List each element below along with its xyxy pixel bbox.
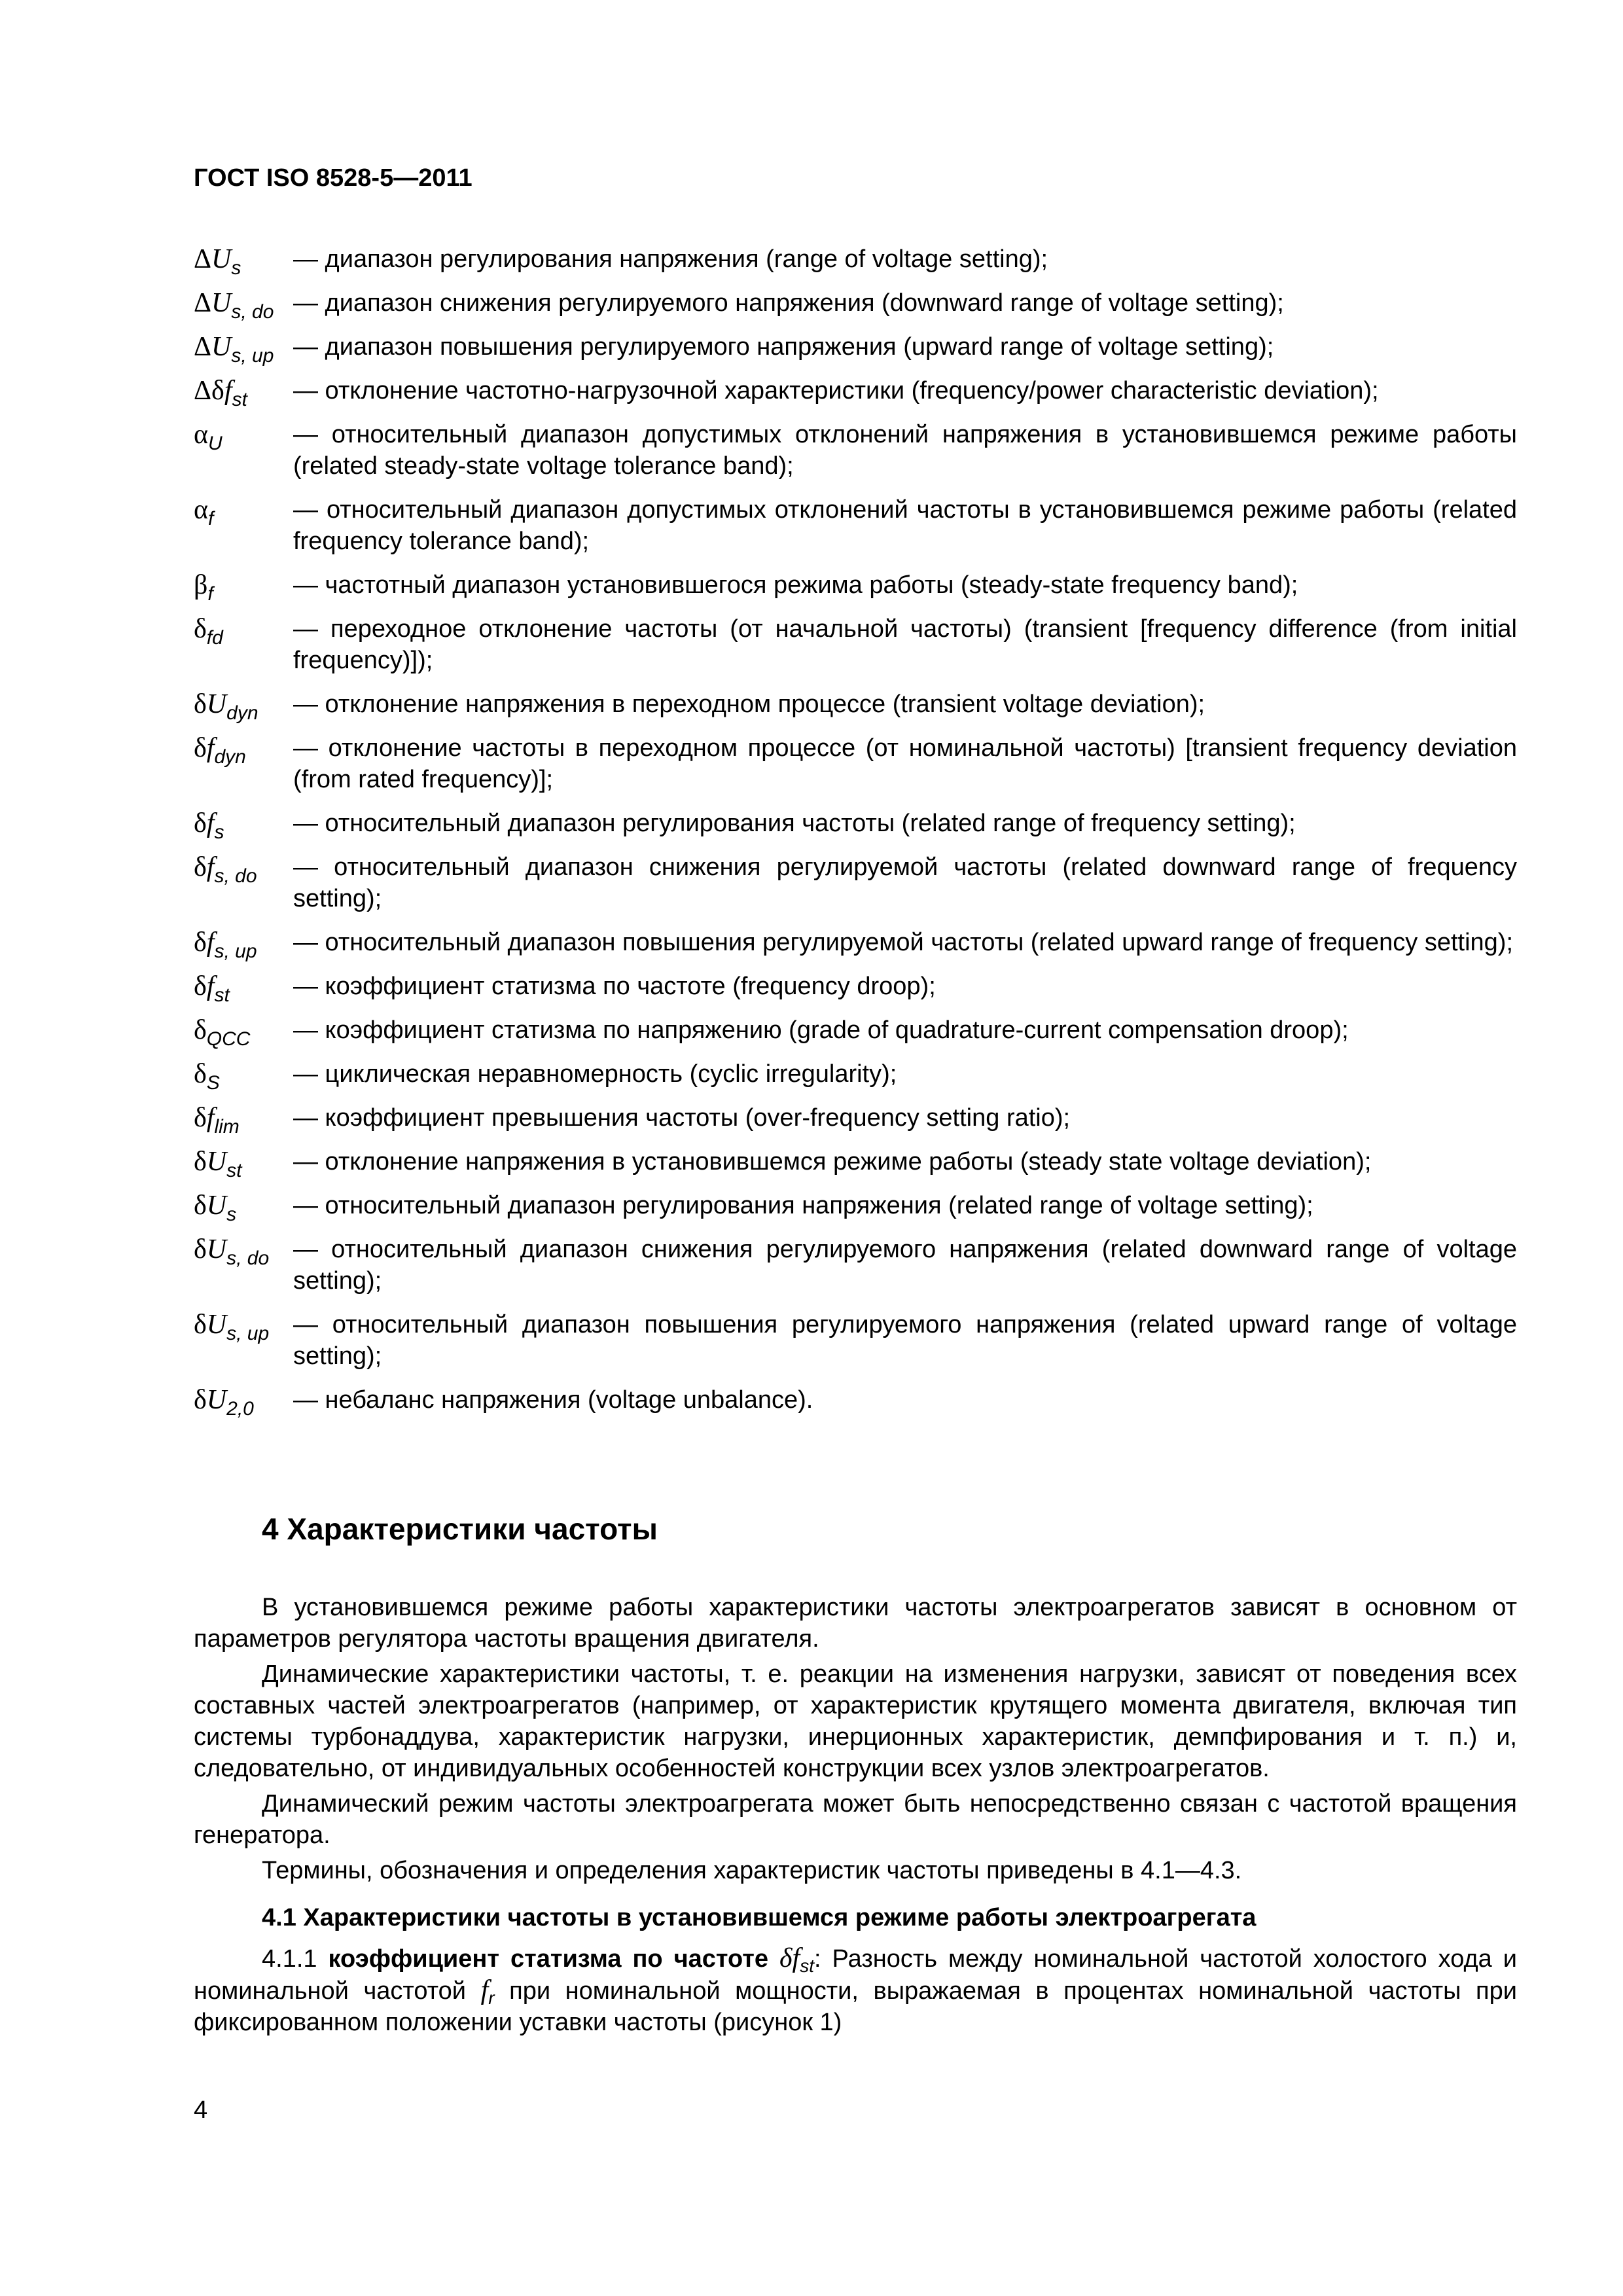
definition-symbol: $\Delta U_s$	[194, 244, 241, 279]
clause-term: коэффициент статизма по частоте	[328, 1945, 769, 1973]
definition-row	[194, 852, 1517, 914]
definition-symbol: $\delta_{fd}$	[194, 614, 223, 649]
definition-row	[194, 613, 1517, 676]
definition-row	[194, 569, 1517, 605]
definition-symbol: $\alpha_U$	[194, 420, 223, 454]
definition-text: — переходное отклонение частоты (от начальной частоты) (transient [frequency difference (from initial frequency)]);	[293, 615, 1517, 674]
definition-row	[194, 1190, 1517, 1225]
page-number: 4	[194, 2096, 208, 2124]
definition-text: — частотный диапазон установившегося режима работы (steady-state frequency band);	[293, 571, 1298, 599]
definition-symbol: $\Delta U_{s, up}$	[194, 332, 274, 367]
definition-text: — диапазон повышения регулируемого напряжения (upward range of voltage setting);	[293, 333, 1274, 361]
definition-text: — относительный диапазон снижения регулируемого напряжения (related downward range of voltage setting);	[293, 1236, 1517, 1295]
definition-row	[194, 1058, 1517, 1094]
definition-row	[194, 927, 1517, 962]
definition-symbol: $\delta U_{s, do}$	[194, 1234, 270, 1269]
clause-text-a: : Разность между номинальной частотой холостого хода и номинальной частотой	[194, 1945, 1518, 2005]
definition-row	[194, 1146, 1517, 1181]
definition-text: — относительный диапазон регулирования частоты (related range of frequency setting);	[293, 810, 1296, 837]
symbol-definitions-list	[194, 243, 1517, 1428]
definition-row	[194, 1384, 1517, 1420]
definition-text: — относительный диапазон допустимых отклонений частоты в установившемся режиме работы (related frequency tolerance band);	[293, 496, 1517, 555]
definition-text: — циклическая неравномерность (cyclic irregularity);	[293, 1060, 897, 1088]
definition-text: — относительный диапазон регулирования напряжения (related range of voltage setting);	[293, 1192, 1313, 1219]
definition-row	[194, 732, 1517, 795]
definition-symbol: $\alpha_f$	[194, 495, 214, 529]
definition-row	[194, 1309, 1517, 1372]
definition-row	[194, 375, 1517, 410]
definition-symbol: $\beta_f$	[194, 570, 213, 605]
definition-text: — относительный диапазон повышения регулируемой частоты (related upward range of frequency setting);	[293, 929, 1514, 956]
definition-text: — относительный диапазон повышения регулируемого напряжения (related upward range of voltage setting);	[293, 1311, 1517, 1370]
definition-symbol: $\delta U_{dyn}$	[194, 689, 259, 724]
definition-symbol: Δδf$_{st}$	[194, 376, 247, 410]
definition-row	[194, 1014, 1517, 1050]
definition-symbol: $\delta f_{dyn}$	[194, 733, 246, 768]
definition-symbol: $\delta U_{s, up}$	[194, 1310, 270, 1344]
clause-text-b: при номинальной мощности, выражаемая в процентах номинальной частоты при фиксированном положении уставки частоты (рисунок 1)	[194, 1977, 1517, 2036]
definition-text: — небаланс напряжения (voltage unbalance).	[293, 1386, 813, 1414]
definition-text: — отклонение частоты в переходном процессе (от номинальной частоты) [transient frequency deviation (from rated frequency)];	[293, 734, 1517, 793]
definition-text: — коэффициент статизма по напряжению (grade of quadrature-current compensation droop);	[293, 1016, 1349, 1044]
definition-symbol: $\delta f_{s, up}$	[194, 927, 257, 962]
subsection-title: 4.1 Характеристики частоты в установившемся режиме работы электроагрегата	[262, 1904, 1257, 1931]
definition-text: — диапазон снижения регулируемого напряжения (downward range of voltage setting);	[293, 289, 1284, 317]
definition-symbol: $\delta U_{st}$	[194, 1147, 242, 1181]
definition-text: — диапазон регулирования напряжения (range of voltage setting);	[293, 245, 1048, 273]
definition-symbol: $\delta f_s$	[194, 808, 224, 843]
definition-row	[194, 689, 1517, 724]
definition-text: — относительный диапазон допустимых отклонений напряжения в установившемся режиме работы (related steady-state voltage tolerance band);	[293, 421, 1517, 480]
definition-symbol: $\delta f_{st}$	[194, 971, 230, 1006]
definition-text: — относительный диапазон снижения регулируемой частоты (related downward range of frequency setting);	[293, 853, 1517, 912]
definition-symbol: $\delta f_{lim}$	[194, 1103, 240, 1138]
clause-4-1-1	[194, 1943, 1517, 2038]
definition-symbol: $\delta U_s$	[194, 1191, 237, 1225]
rated-frequency-symbol: $f_r$	[480, 1975, 495, 2008]
definition-row	[194, 1234, 1517, 1297]
definition-text: — коэффициент статизма по частоте (frequency droop);	[293, 973, 936, 1000]
definition-symbol: $\delta f_{s, do}$	[194, 852, 257, 887]
section-title: 4 Характеристики частоты	[262, 1512, 658, 1546]
definition-row	[194, 243, 1517, 279]
definition-symbol: $\delta_{QCC}$	[194, 1015, 251, 1050]
definition-row	[194, 808, 1517, 843]
definition-row	[194, 419, 1517, 482]
definition-symbol: $\Delta U_{s, do}$	[194, 288, 274, 323]
definition-text: — отклонение частотно-нагрузочной характеристики (frequency/power characteristic deviation);	[293, 377, 1379, 404]
paragraph: Термины, обозначения и определения характеристик частоты приведены в 4.1—4.3.	[262, 1857, 1242, 1884]
definition-text: — отклонение напряжения в установившемся режиме работы (steady state voltage deviation);	[293, 1148, 1372, 1175]
clause-symbol: $\delta f_{st}$	[779, 1943, 814, 1976]
definition-row	[194, 971, 1517, 1006]
definition-text: — коэффициент превышения частоты (over-frequency setting ratio);	[293, 1104, 1071, 1132]
definition-symbol: $\delta_S$	[194, 1059, 220, 1094]
definition-row	[194, 287, 1517, 323]
section-body	[194, 1592, 1517, 2042]
document-header: ГОСТ ISO 8528-5—2011	[194, 164, 473, 192]
paragraph: В установившемся режиме работы характеристики частоты электроагрегатов зависят в основном от параметров регулятора частоты вращения двигателя.	[194, 1594, 1517, 1653]
clause-number: 4.1.1	[262, 1945, 317, 1973]
definition-row	[194, 494, 1517, 557]
paragraph: Динамический режим частоты электроагрегата может быть непосредственно связан с частотой вращения генератора.	[194, 1790, 1517, 1849]
definition-text: — отклонение напряжения в переходном процессе (transient voltage deviation);	[293, 691, 1205, 718]
paragraph: Динамические характеристики частоты, т. е. реакции на изменения нагрузки, зависят от поведения всех составных частей электроагрегатов (например, от характеристик крутящего момента двигателя, включая тип системы турбонаддува, характеристик нагрузки, инерционных характеристик, демпфирования и т. п.) и, следовательно, от индивидуальных особенностей конструкции всех узлов электроагрегатов.	[194, 1660, 1517, 1782]
definition-symbol: $\delta U_{2,0}$	[194, 1385, 254, 1420]
definition-row	[194, 331, 1517, 367]
definition-row	[194, 1102, 1517, 1138]
